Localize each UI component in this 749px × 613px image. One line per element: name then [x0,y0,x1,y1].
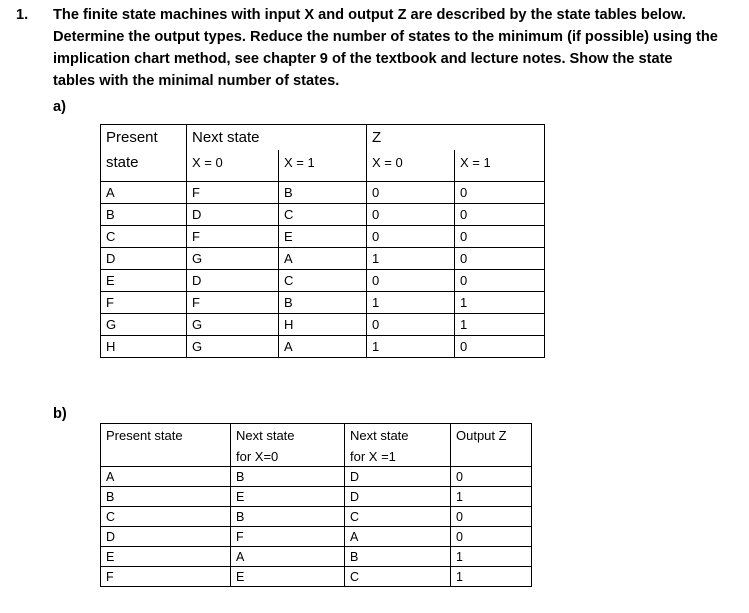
next-state-x0-cell: G [187,248,279,270]
output-z-x1-cell: 1 [455,292,545,314]
header-x1: X = 1 [279,150,367,175]
header-present: Present [101,125,187,151]
problem-text [53,4,741,92]
output-z-cell: 0 [451,507,532,527]
output-z-x1-cell: 0 [455,204,545,226]
next-state-x0-cell: F [187,182,279,204]
table-row [101,204,545,226]
next-state-x0-cell: A [231,547,345,567]
output-z-cell: 0 [451,467,532,487]
part-a-label: a) [53,99,66,115]
table-row [101,547,532,567]
next-state-x0-cell: F [187,292,279,314]
output-z-x1-cell: 1 [455,314,545,336]
header-next-state-x0: Next state [231,424,345,447]
output-z-cell: 1 [451,547,532,567]
table-row [101,182,545,204]
present-state-cell: H [101,336,187,358]
table-row [101,507,532,527]
state-table-a [100,124,545,358]
next-state-x1-cell: C [345,507,451,527]
present-state-cell: D [101,248,187,270]
next-state-x1-cell: A [279,336,367,358]
next-state-x0-cell: E [231,487,345,507]
header-x0: X = 0 [187,150,279,175]
present-state-cell: D [101,527,231,547]
header-for-x1: for X =1 [345,446,451,467]
table-row [101,336,545,358]
next-state-x0-cell: G [187,314,279,336]
header-next-state-x1: Next state [345,424,451,447]
next-state-x0-cell: D [187,270,279,292]
output-z-x0-cell: 1 [367,336,455,358]
next-state-x0-cell: F [231,527,345,547]
present-state-cell: B [101,204,187,226]
output-z-x1-cell: 0 [455,336,545,358]
table-row [101,292,545,314]
header-present-state: Present state [101,424,231,447]
state-table-b [100,423,532,587]
next-state-x1-cell: C [345,567,451,587]
next-state-x1-cell: C [279,270,367,292]
output-z-x0-cell: 0 [367,204,455,226]
present-state-cell: B [101,487,231,507]
part-b-label: b) [53,406,67,422]
next-state-x1-cell: H [279,314,367,336]
present-state-cell: E [101,270,187,292]
table-header-row [101,446,532,467]
header-x1: X = 1 [455,150,545,175]
output-z-x1-cell: 0 [455,226,545,248]
table-header-row [101,125,545,151]
table-header-row [101,150,545,175]
present-state-cell: G [101,314,187,336]
table-row [101,248,545,270]
header-output-z: Output Z [451,424,532,447]
next-state-x0-cell: E [231,567,345,587]
problem-line: The finite state machines with input X and output Z are described by the state tables below. [53,7,686,23]
next-state-x0-cell: G [187,336,279,358]
table-body [101,182,545,358]
present-state-cell: A [101,182,187,204]
output-z-x1-cell: 0 [455,248,545,270]
output-z-cell: 0 [451,527,532,547]
output-z-x0-cell: 0 [367,182,455,204]
next-state-x1-cell: A [279,248,367,270]
table-row [101,270,545,292]
next-state-x1-cell: D [345,487,451,507]
table-row [101,487,532,507]
present-state-cell: C [101,507,231,527]
table-body [101,467,532,587]
present-state-cell: F [101,567,231,587]
next-state-x1-cell: B [279,292,367,314]
present-state-cell: C [101,226,187,248]
output-z-cell: 1 [451,487,532,507]
next-state-x1-cell: A [345,527,451,547]
table-row [101,567,532,587]
next-state-x0-cell: F [187,226,279,248]
next-state-x1-cell: B [345,547,451,567]
next-state-x1-cell: D [345,467,451,487]
problem-number: 1. [16,7,29,23]
problem-line: tables with the minimal number of states. [53,73,340,89]
problem-line: implication chart method, see chapter 9 of the textbook and lecture notes. Show the state [53,51,673,67]
present-state-cell: A [101,467,231,487]
header-state: state [101,150,187,175]
next-state-x1-cell: C [279,204,367,226]
header-x0: X = 0 [367,150,455,175]
table-header-row [101,424,532,447]
output-z-x0-cell: 1 [367,292,455,314]
table-row [101,314,545,336]
output-z-x0-cell: 0 [367,226,455,248]
problem-statement [16,4,741,92]
output-z-x0-cell: 1 [367,248,455,270]
next-state-x0-cell: B [231,467,345,487]
next-state-x0-cell: D [187,204,279,226]
header-for-x0: for X=0 [231,446,345,467]
output-z-x1-cell: 0 [455,270,545,292]
problem-line: Determine the output types. Reduce the number of states to the minimum (if possible) using the [53,29,718,45]
header-next-state: Next state [187,125,279,151]
output-z-x1-cell: 0 [455,182,545,204]
table-row [101,527,532,547]
next-state-x0-cell: B [231,507,345,527]
header-z: Z [367,125,455,151]
output-z-x0-cell: 0 [367,270,455,292]
output-z-x0-cell: 0 [367,314,455,336]
output-z-cell: 1 [451,567,532,587]
next-state-x1-cell: E [279,226,367,248]
table-row [101,226,545,248]
next-state-x1-cell: B [279,182,367,204]
present-state-cell: E [101,547,231,567]
present-state-cell: F [101,292,187,314]
table-row [101,467,532,487]
